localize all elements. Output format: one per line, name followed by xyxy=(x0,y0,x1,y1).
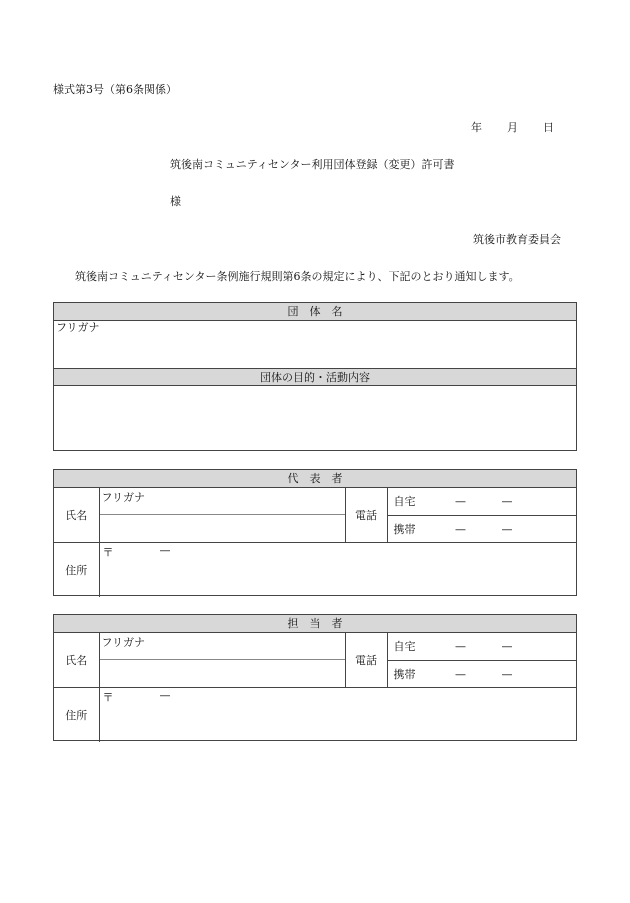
group-purpose-field[interactable] xyxy=(54,386,576,449)
rep-postal-mark: 〒 xyxy=(102,545,114,559)
contact-address-field[interactable] xyxy=(99,687,576,742)
rep-mobile-phone-field[interactable] xyxy=(387,515,576,542)
contact-section xyxy=(53,614,577,741)
contact-address-label: 住所 xyxy=(54,687,99,742)
rep-mobile-label: 携帯 xyxy=(393,522,416,536)
contact-mobile-label: 携帯 xyxy=(393,667,416,681)
group-name-header: 団 体 名 xyxy=(54,303,576,321)
contact-furigana-label: フリガナ xyxy=(101,636,145,649)
rep-postal-dash: — xyxy=(159,543,171,557)
document-title: 筑後南コミュニティセンター利用団体登録（変更）許可書 xyxy=(170,158,455,171)
issuer: 筑後市教育委員会 xyxy=(473,233,561,246)
rep-mobile-dash-2: — xyxy=(501,522,513,536)
rep-address-field[interactable] xyxy=(99,542,576,597)
rep-furigana-label: フリガナ xyxy=(101,491,145,504)
group-section xyxy=(53,302,577,451)
group-name-field[interactable] xyxy=(54,321,576,368)
date-year: 年 xyxy=(471,121,482,134)
contact-mobile-phone-field[interactable] xyxy=(387,660,576,687)
contact-postal-mark: 〒 xyxy=(102,690,114,704)
date-day: 日 xyxy=(543,121,554,134)
rep-home-dash-1: — xyxy=(455,495,466,509)
contact-mobile-dash-2: — xyxy=(501,667,513,681)
addressee-suffix: 様 xyxy=(170,195,181,208)
contact-table xyxy=(54,633,576,742)
contact-mobile-dash-1: — xyxy=(455,667,466,681)
date-month: 月 xyxy=(507,121,518,134)
rep-address-label: 住所 xyxy=(54,542,99,597)
contact-name-label: 氏名 xyxy=(54,633,99,687)
representative-table xyxy=(54,488,576,597)
contact-phone-label: 電話 xyxy=(345,633,387,687)
form-number: 様式第3号（第6条関係） xyxy=(53,83,177,96)
representative-header: 代 表 者 xyxy=(54,470,576,488)
group-name-furigana-label: フリガナ xyxy=(56,321,100,334)
contact-home-dash-2: — xyxy=(501,640,513,654)
contact-name-field[interactable] xyxy=(99,633,345,687)
contact-home-label: 自宅 xyxy=(393,640,416,654)
rep-home-dash-2: — xyxy=(501,495,513,509)
rep-phone-label: 電話 xyxy=(345,488,387,542)
rep-mobile-dash-1: — xyxy=(455,522,466,536)
body-text: 筑後南コミュニティセンター条例施行規則第6条の規定により、下記のとおり通知します。 xyxy=(75,270,520,283)
contact-postal-dash: — xyxy=(159,688,171,702)
rep-home-phone-field[interactable] xyxy=(387,488,576,515)
rep-home-label: 自宅 xyxy=(393,495,416,509)
representative-section xyxy=(53,469,577,596)
rep-name-label: 氏名 xyxy=(54,488,99,542)
date-line xyxy=(471,119,554,135)
group-purpose-header: 団体の目的・活動内容 xyxy=(54,368,576,386)
contact-header: 担 当 者 xyxy=(54,615,576,633)
contact-home-dash-1: — xyxy=(455,640,466,654)
rep-name-field[interactable] xyxy=(99,488,345,542)
contact-home-phone-field[interactable] xyxy=(387,633,576,660)
